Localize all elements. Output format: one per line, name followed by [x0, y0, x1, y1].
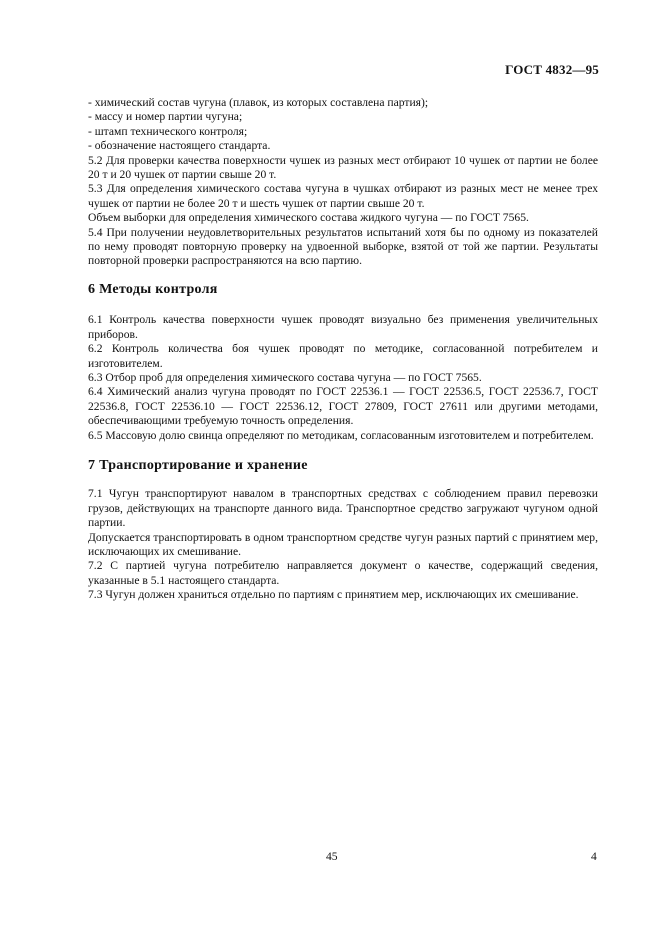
- paragraph-6-2: 6.2 Контроль количества боя чушек проводят по методике, согласованной потребителем и изготовителем.: [88, 342, 598, 370]
- paragraph-5-3: 5.3 Для определения химического состава чугуна в чушках отбирают из разных мест не менее трех чушек от партии не более 20 т и шесть чушек от партии свыше 20 т.: [88, 182, 598, 210]
- paragraph-6-4: 6.4 Химический анализ чугуна проводят по ГОСТ 22536.1 — ГОСТ 22536.5, ГОСТ 22536.7, ГОСТ 22536.8, ГОСТ 22536.10 — ГОСТ 22536.12, ГОСТ 27809, ГОСТ 27611 или другими методами, обеспечивающими требуемую точность определения.: [88, 385, 598, 428]
- sheet-number: 4: [591, 850, 597, 863]
- paragraph-transport-mixing: Допускается транспортировать в одном транспортном средстве чугун разных партий с принятием мер, исключающих их смешивание.: [88, 530, 598, 558]
- paragraph-7-1: 7.1 Чугун транспортируют навалом в транспортных средствах с соблюдением правил перевозки грузов, действующих на транспорте данного вида. Транспортное средство загружают чугуном одной партии.: [88, 487, 598, 530]
- section-7-title: 7 Транспортирование и хранение: [88, 457, 308, 473]
- paragraph-7-3: 7.3 Чугун должен храниться отдельно по партиям с принятием мер, исключающих их смешивание.: [88, 588, 579, 602]
- paragraph-5-2: 5.2 Для проверки качества поверхности чушек из разных мест отбирают 10 чушек от партии не более 20 т и 20 чушек от партии свыше 20 т.: [88, 153, 598, 182]
- list-item: - обозначение настоящего стандарта.: [88, 139, 271, 153]
- paragraph-7-2: 7.2 С партией чугуна потребителю направляется документ о качестве, содержащий сведения, указанные в 5.1 настоящего стандарта.: [88, 559, 598, 587]
- list-item: - массу и номер партии чугуна;: [88, 110, 243, 124]
- paragraph-6-5: 6.5 Массовую долю свинца определяют по методикам, согласованным изготовителем и потребителем.: [88, 428, 594, 442]
- section6-paragraphs: [88, 313, 598, 443]
- list-item: - штамп технического контроля;: [88, 124, 248, 138]
- paragraph-6-1: 6.1 Контроль качества поверхности чушек проводят визуально без применения увеличительных приборов.: [88, 313, 598, 341]
- paragraph-6-3: 6.3 Отбор проб для определения химического состава чугуна — по ГОСТ 7565.: [88, 370, 482, 384]
- standard-header: ГОСТ 4832—95: [505, 62, 599, 77]
- section7-paragraphs: [88, 487, 598, 602]
- section-6-title: 6 Методы контроля: [88, 281, 218, 297]
- paragraph-5-4: 5.4 При получении неудовлетворительных результатов испытаний хотя бы по одному из показателей по нему проводят повторную проверку на удвоенной выборке, взятой от той же партии. Результаты повторной проверки распространяются на всю партию.: [88, 225, 598, 268]
- document-body: [88, 96, 598, 603]
- list-block: [88, 96, 598, 154]
- page-number: 45: [326, 850, 338, 863]
- paragraph-sample-volume: Объем выборки для определения химического состава жидкого чугуна — по ГОСТ 7565.: [88, 211, 529, 225]
- section5-paragraphs: [88, 154, 598, 269]
- list-item: - химический состав чугуна (плавок, из которых составлена партия);: [88, 96, 429, 109]
